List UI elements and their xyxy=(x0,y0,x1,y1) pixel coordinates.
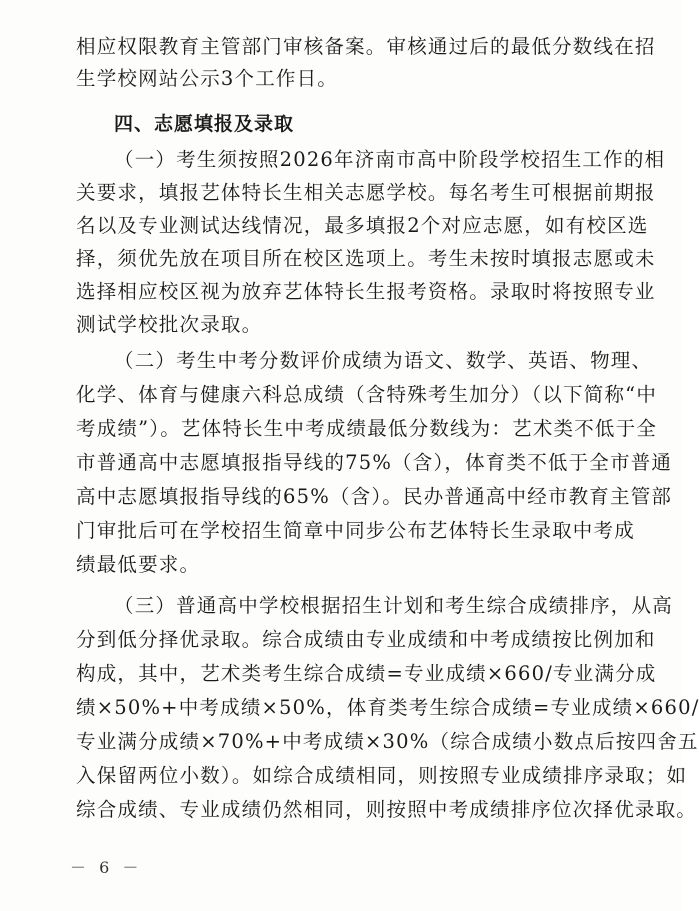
body-line: 综合成绩、专业成绩仍然相同，则按照中考成绩排序位次择优录取。 xyxy=(76,798,698,821)
paragraph-first-line: （二）考生中考分数评价成绩为语文、数学、英语、物理、 xyxy=(114,349,653,372)
body-line: 择，须优先放在项目所在校区选项上。考生未按时填报志愿或未 xyxy=(76,247,656,270)
body-line: 专业满分成绩×70%+中考成绩×30%（综合成绩小数点后按四舍五 xyxy=(76,730,699,753)
body-line: 相应权限教育主管部门审核备案。审核通过后的最低分数线在招 xyxy=(76,35,656,58)
body-line: 高中志愿填报指导线的65%（含）。民办普通高中经市教育主管部 xyxy=(76,485,673,508)
body-line: 绩最低要求。 xyxy=(76,553,201,576)
body-line: 关要求，填报艺体特长生相关志愿学校。每名考生可根据前期报 xyxy=(76,181,656,204)
body-line: 构成，其中，艺术类考生综合成绩=专业成绩×660/专业满分成 xyxy=(76,662,657,685)
page-number: － 6 － xyxy=(70,858,143,877)
body-line: 绩×50%+中考成绩×50%，体育类考生综合成绩=专业成绩×660/ xyxy=(76,696,699,719)
body-line: 考成绩”）。艺体特长生中考成绩最低分数线为：艺术类不低于全 xyxy=(76,417,658,440)
body-line: 名以及专业测试达线情况，最多填报2个对应志愿，如有校区选 xyxy=(76,214,649,237)
body-line: 入保留两位小数）。如综合成绩相同，则按照专业成绩排序录取；如 xyxy=(76,764,688,787)
paragraph-first-line: （一）考生须按照2026年济南市高中阶段学校招生工作的相 xyxy=(114,148,666,171)
body-line: 生学校网站公示3个工作日。 xyxy=(76,67,339,90)
body-line: 门审批后可在学校招生简章中同步公布艺体特长生录取中考成 xyxy=(76,519,635,542)
paragraph-first-line: （三）普通高中学校根据招生计划和考生综合成绩排序，从高 xyxy=(114,594,673,617)
section-heading: 四、志愿填报及录取 xyxy=(114,113,295,135)
body-line: 分到低分择优录取。综合成绩由专业成绩和中考成绩按比例加和 xyxy=(76,628,656,651)
body-line: 化学、体育与健康六科总成绩（含特殊考生加分）（以下简称“中 xyxy=(76,383,658,406)
body-line: 测试学校批次录取。 xyxy=(76,313,263,336)
body-line: 市普通高中志愿填报指导线的75%（含），体育类不低于全市普通 xyxy=(76,451,673,474)
body-line: 选择相应校区视为放弃艺体特长生报考资格。录取时将按照专业 xyxy=(76,280,656,303)
